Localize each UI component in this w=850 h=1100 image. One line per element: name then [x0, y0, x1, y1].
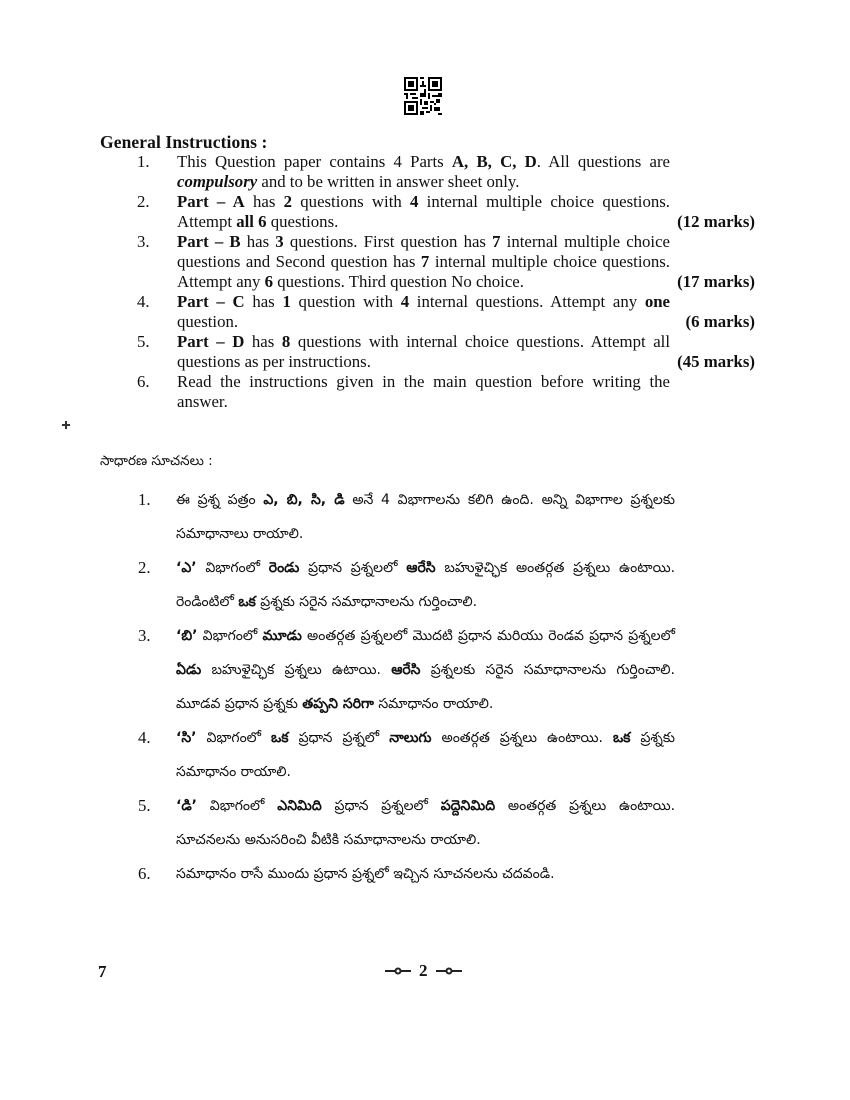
emphasis-text: Part – C: [177, 292, 245, 311]
emphasis-text: 7: [492, 232, 501, 251]
text-segment: ప్రశ్నలకు సరైన సమాధానాలను గుర్తించాలి. మూడవ ప్రధాన ప్రశ్నకు: [176, 662, 675, 712]
emphasis-text: ఏడు: [176, 662, 202, 678]
text-segment: ప్రధాన ప్రశ్నలో: [288, 730, 390, 746]
telugu-instruction-item: [100, 721, 675, 789]
qr-code-image: [404, 77, 442, 115]
page-number-footer: [385, 961, 462, 981]
instruction-text: [177, 292, 670, 332]
instruction-text: [177, 152, 670, 192]
emphasis-text: Part – D: [177, 332, 245, 351]
text-segment: విభాగంలో: [197, 798, 278, 814]
marks-label: (12 marks): [677, 212, 755, 231]
text-segment: సమాధానం రాసే ముందు ప్రధాన ప్రశ్నలో ఇచ్చిన సూచనలను చదవండి.: [176, 866, 555, 882]
text-segment: questions with: [292, 192, 411, 211]
text-segment: has: [244, 292, 283, 311]
emphasis-text: ‘ఎ’: [176, 560, 197, 576]
emphasis-text: all 6: [236, 212, 267, 231]
instruction-number: 5.: [137, 332, 150, 351]
emphasis-text: ఒక: [271, 730, 289, 746]
text-segment: questions.: [266, 212, 339, 231]
text-segment: questions with internal choice questions. Attempt all questions as per instructions.: [177, 332, 671, 371]
text-segment: అంతర్గత ప్రశ్నలలో మొదటి ప్రధాన మరియు రెండవ ప్రధాన ప్రశ్నలలో: [301, 628, 675, 644]
text-segment: This Question paper contains 4 Parts: [177, 152, 452, 171]
text-segment: and to be written in answer sheet only.: [257, 172, 520, 191]
text-segment: internal multiple choice questions and Second question has: [177, 232, 670, 271]
general-instructions-heading: General Instructions :: [100, 132, 268, 152]
instruction-number: 4.: [138, 728, 151, 747]
marks-label: (45 marks): [677, 352, 755, 371]
text-segment: internal multiple choice questions. Attempt any: [177, 252, 670, 291]
emphasis-text: 1: [282, 292, 291, 311]
text-segment: Read the instructions given in the main question before writing the answer.: [177, 372, 670, 411]
instruction-number: 5.: [138, 796, 151, 815]
telugu-instruction-item: [100, 789, 675, 857]
text-segment: questions. First question has: [283, 232, 493, 251]
text-segment: విభాగంలో: [197, 628, 263, 644]
emphasis-text: ‘డి’: [176, 798, 197, 814]
emphasis-text: ఎ, బి, సి, డి: [263, 492, 345, 508]
text-segment: has: [244, 192, 284, 211]
instruction-text: [177, 372, 670, 412]
instruction-number: 3.: [138, 626, 151, 645]
star-mark-icon: [62, 421, 70, 429]
emphasis-text: one: [644, 292, 670, 311]
text-segment: has: [244, 332, 282, 351]
instruction-text: [176, 857, 675, 891]
emphasis-text: 2: [283, 192, 293, 211]
emphasis-text: ఒక: [612, 730, 631, 746]
text-segment: ఈ ప్రశ్న పత్రం: [176, 492, 264, 508]
instruction-item: [100, 332, 755, 372]
text-segment: ప్రధాన ప్రశ్నలలో: [321, 798, 441, 814]
text-segment: విభాగంలో: [196, 730, 272, 746]
instruction-item: [100, 292, 755, 332]
telugu-instruction-item: [100, 551, 675, 619]
text-segment: questions. Third question No choice.: [273, 272, 524, 291]
instruction-text: [176, 551, 675, 619]
telugu-instruction-item: [100, 619, 675, 721]
emphasis-text: నాలుగు: [389, 730, 432, 746]
text-segment: internal multiple choice questions. Attempt: [177, 192, 670, 231]
text-segment: ప్రశ్నకు సమాధానం రాయాలి.: [176, 730, 675, 780]
emphasis-text: Part – A: [177, 192, 245, 211]
emphasis-text: A, B, C, D: [451, 152, 537, 171]
marks-label: (6 marks): [685, 312, 755, 331]
instruction-number: 1.: [137, 152, 150, 171]
text-segment: అంతర్గత ప్రశ్నలు ఉంటాయి. సూచనలను అనుసరించి వీటికి సమాధానాలను రాయాలి.: [176, 798, 676, 848]
text-segment: బహుళైచ్ఛిక అంతర్గత ప్రశ్నలు ఉంటాయి. రెండింటిలో: [176, 560, 676, 610]
emphasis-text: ‘సి’: [176, 730, 197, 746]
emphasis-text: మూడు: [262, 628, 302, 644]
instruction-item: [100, 232, 755, 292]
instruction-text: [176, 789, 675, 857]
instruction-number: 3.: [137, 232, 150, 251]
emphasis-text: ఒక: [238, 594, 256, 610]
instruction-text: [176, 619, 675, 721]
text-segment: బహుళైచ్ఛిక ప్రశ్నలు ఉటాయి.: [201, 662, 392, 678]
emphasis-text: రెండు: [268, 560, 300, 576]
emphasis-text: 8: [281, 332, 291, 351]
general-instructions-list: [100, 152, 755, 412]
emphasis-text: తప్పని సరిగా: [302, 696, 374, 712]
telugu-instructions-heading: సాధారణ సూచనలు :: [100, 453, 213, 469]
emphasis-text: 3: [275, 232, 284, 251]
instruction-item: [100, 192, 755, 232]
text-segment: has: [240, 232, 276, 251]
text-segment: అనే 4 విభాగాలను కలిగి ఉంది. అన్ని విభాగాల ప్రశ్నలకు సమాధానాలు రాయాలి.: [176, 492, 675, 542]
text-segment: విభాగంలో: [196, 560, 269, 576]
instruction-text: [176, 721, 675, 789]
ornament-right-icon: [436, 966, 462, 976]
instruction-text: [177, 192, 670, 232]
instruction-item: [100, 152, 755, 192]
instruction-number: 1.: [138, 490, 151, 509]
text-segment: internal questions. Attempt any: [409, 292, 645, 311]
text-segment: question.: [177, 312, 239, 331]
instruction-text: [177, 232, 670, 292]
text-segment: అంతర్గత ప్రశ్నలు ఉంటాయి.: [431, 730, 613, 746]
text-segment: . All questions are: [536, 152, 670, 171]
instruction-text: [177, 332, 670, 372]
emphasis-text: ‘బి’: [176, 628, 198, 644]
paper-code: 7: [98, 962, 107, 981]
ornament-left-icon: [385, 966, 411, 976]
instruction-text: [176, 483, 675, 551]
instruction-number: 2.: [137, 192, 150, 211]
emphasis-text: ఆరేసి: [391, 662, 421, 678]
emphasis-text: ఎనిమిది: [277, 798, 322, 814]
emphasis-text: 4: [400, 292, 410, 311]
text-segment: సమాధానం రాయాలి.: [373, 696, 494, 712]
emphasis-text: పద్దెనిమిది: [440, 798, 496, 814]
page-number: 2: [419, 961, 428, 980]
text-segment: ప్రధాన ప్రశ్నలలో: [299, 560, 407, 576]
instruction-number: 6.: [138, 864, 151, 883]
instruction-number: 4.: [137, 292, 150, 311]
emphasis-text: 6: [264, 272, 274, 291]
emphasis-text: compulsory: [177, 172, 258, 191]
telugu-instruction-item: [100, 483, 675, 551]
text-segment: question with: [290, 292, 401, 311]
instruction-number: 2.: [138, 558, 151, 577]
telugu-instruction-item: [100, 857, 675, 891]
text-segment: ప్రశ్నకు సరైన సమాధానాలను గుర్తించాలి.: [255, 594, 478, 610]
telugu-instructions-list: [100, 483, 675, 891]
emphasis-text: 4: [410, 192, 419, 211]
instruction-item: [100, 372, 755, 412]
instruction-number: 6.: [137, 372, 150, 391]
emphasis-text: Part – B: [177, 232, 241, 251]
emphasis-text: ఆరేసి: [406, 560, 436, 576]
marks-label: (17 marks): [677, 272, 755, 291]
emphasis-text: 7: [420, 252, 430, 271]
